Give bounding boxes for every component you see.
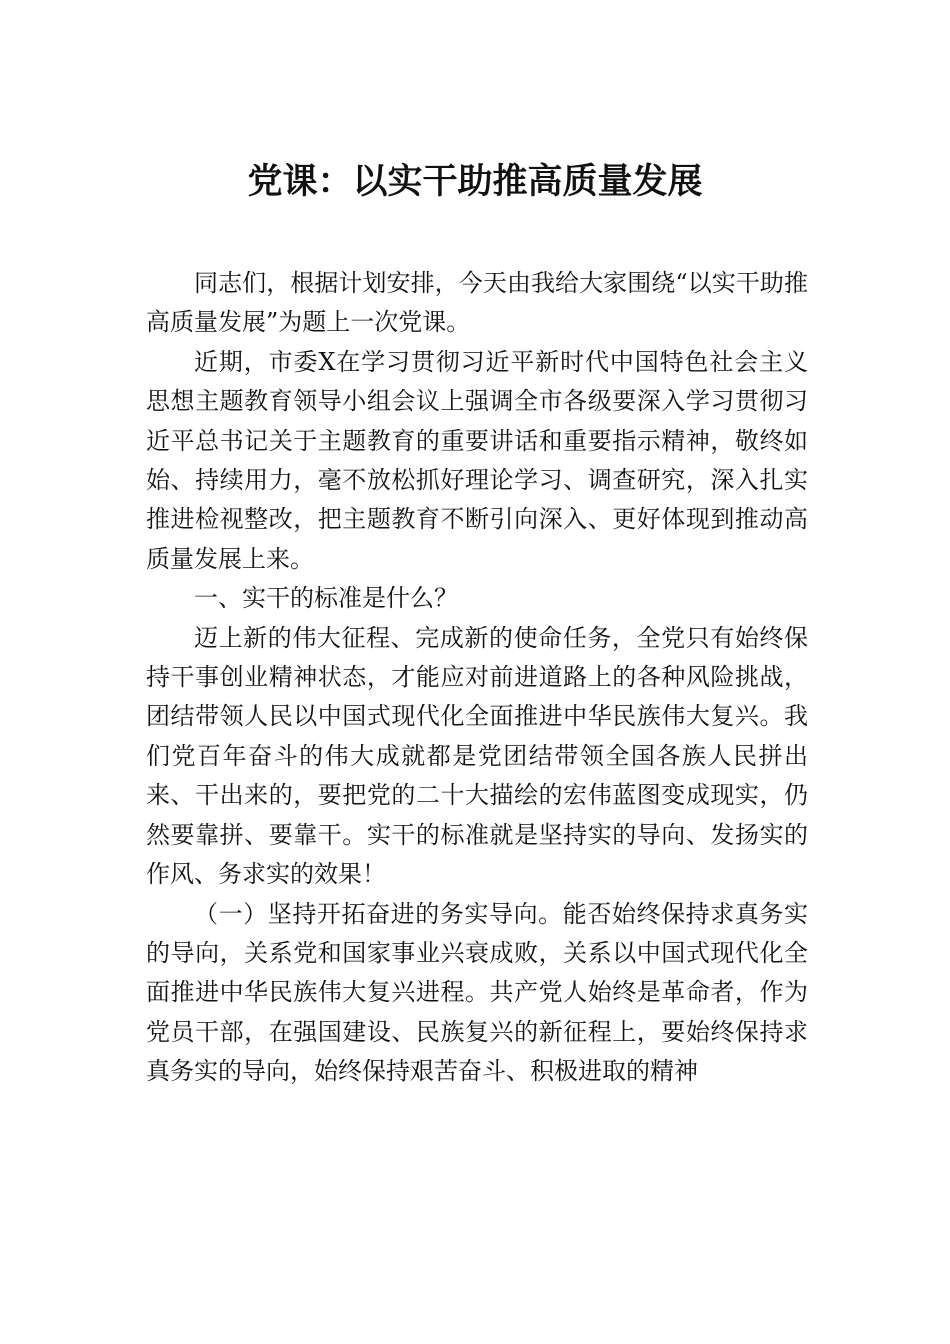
section-heading-1: 一、实干的标准是什么？ <box>194 584 458 613</box>
paragraph-recent: 近期，市委X在学习贯彻习近平新时代中国特色社会主义思想主题教育领导小组会议上强调全市各级要深入学习贯彻习近平总书记关于主题教育的重要讲话和重要指示精神，敬终如始、持续用力，毫不放松抓好理论学习、调查研究，深入扎实推进检视整改，把主题教育不断引向深入、更好体现到推动高质量发展上来。 <box>146 347 808 573</box>
document-body <box>146 264 808 1092</box>
paragraph-section-1: 迈上新的伟大征程、完成新的使命任务，全党只有始终保持干事创业精神状态，才能应对前进道路上的各种风险挑战，团结带领人民以中国式现代化全面推进中华民族伟大复兴。我们党百年奋斗的伟大成就都是党团结带领全国各族人民拼出来、干出来的，要把党的二十大描绘的宏伟蓝图变成现实，仍然要靠拼、要靠干。实干的标准就是坚持实的导向、发扬实的作风、务求实的效果！ <box>146 623 808 889</box>
paragraph-subsection-1: （一）坚持开拓奋进的务实导向。能否始终保持求真务实的导向，关系党和国家事业兴衰成败，关系以中国式现代化全面推进中华民族伟大复兴进程。共产党人始终是革命者，作为党员干部，在强国建设、民族复兴的新征程上，要始终保持求真务实的导向，始终保持艰苦奋斗、积极进取的精神 <box>146 899 808 1086</box>
document-title: 党课：以实干助推高质量发展 <box>247 161 703 202</box>
paragraph-intro: 同志们，根据计划安排，今天由我给大家围绕“以实干助推高质量发展”为题上一次党课。 <box>146 269 808 337</box>
